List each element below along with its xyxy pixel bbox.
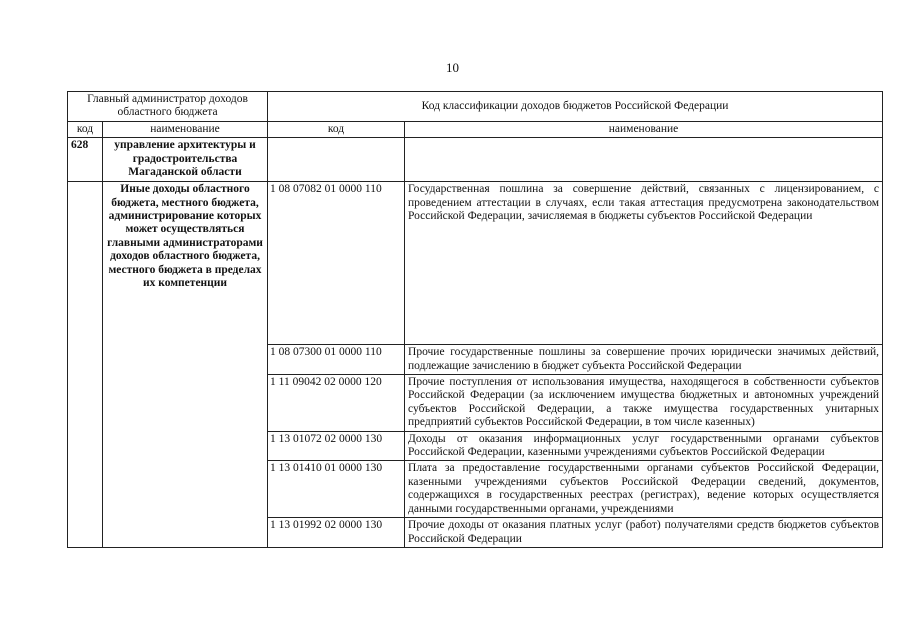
header-row-2 — [68, 121, 883, 137]
revenue-classification-table — [67, 91, 883, 548]
row-code: 1 13 01410 01 0000 130 — [268, 461, 405, 518]
row-code: 1 11 09042 02 0000 120 — [268, 375, 405, 432]
header-admin-title: Главный администратор доходов областного бюджета — [68, 92, 268, 122]
row-code: 1 08 07300 01 0000 110 — [268, 345, 405, 375]
header-classification-title: Код классификации доходов бюджетов Российской Федерации — [268, 92, 883, 122]
row-name: Плата за предоставление государственными органами субъектов Российской Федерации, казенными учреждениями субъектов Российской Федерации сведений, документов, содержащихся в государственных реестрах (регистрах), ведение которых осуществляется данными государственными органами, учреждениями — [405, 461, 883, 518]
page-number: 10 — [446, 60, 459, 75]
col-header-admin-code: код — [68, 121, 103, 137]
row-name: Прочие государственные пошлины за совершение прочих юридически значимых действий, подлежащие зачислению в бюджет субъекта Российской Федерации — [405, 345, 883, 375]
row-name: Доходы от оказания информационных услуг государственными органами субъектов Российской Федерации, казенными учреждениями субъектов Российской Федерации — [405, 431, 883, 461]
row-code: 1 08 07082 01 0000 110 — [268, 182, 405, 345]
col-header-admin-name: наименование — [103, 121, 268, 137]
empty-cell — [268, 138, 405, 182]
empty-cell — [405, 138, 883, 182]
header-row-1 — [68, 92, 883, 122]
row-name: Прочие поступления от использования имущества, находящегося в собственности субъектов Российской Федерации (за исключением имущества бюджетных и автономных учреждений субъектов Российской Федерации, а также имущества государственных унитарных предприятий субъектов Российской Федерации, в том числе казенных) — [405, 375, 883, 432]
row-name: Прочие доходы от оказания платных услуг (работ) получателями средств бюджетов субъектов Российской Федерации — [405, 518, 883, 548]
admin-row — [68, 138, 883, 182]
admin-code: 628 — [68, 138, 103, 182]
group-label: Иные доходы областного бюджета, местного бюджета, администрирование которых может осуществляться главными администраторами доходов областного бюджета, местного бюджета в пределах их компетенции — [103, 182, 268, 548]
col-header-class-name: наименование — [405, 121, 883, 137]
row-name: Государственная пошлина за совершение действий, связанных с лицензированием, с проведением аттестации в случаях, если такая аттестация предусмотрена законодательством Российской Федерации, зачисляемая в бюджеты субъектов Российской Федерации — [405, 182, 883, 345]
col-header-class-code: код — [268, 121, 405, 137]
row-code: 1 13 01992 02 0000 130 — [268, 518, 405, 548]
empty-code-cell — [68, 182, 103, 548]
admin-name: управление архитектуры и градостроительства Магаданской области — [103, 138, 268, 182]
table-row — [68, 182, 883, 345]
row-code: 1 13 01072 02 0000 130 — [268, 431, 405, 461]
